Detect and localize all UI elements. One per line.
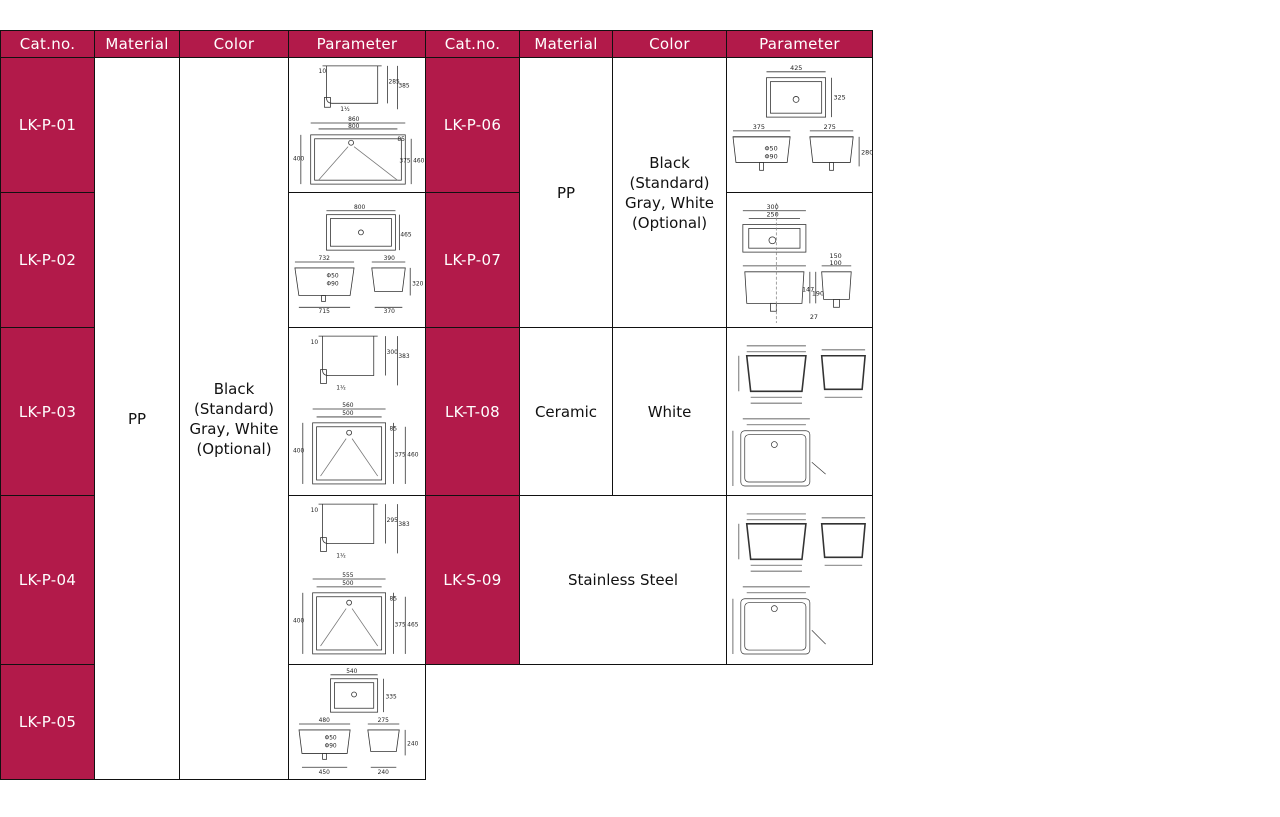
dim-label: 275	[377, 718, 389, 724]
dim-label: 100	[829, 258, 842, 267]
dim-label: 375	[752, 122, 765, 131]
dim-label: 555	[342, 573, 354, 580]
dim-label: 450	[318, 770, 330, 777]
header-cat-no-right: Cat.no.	[425, 30, 520, 58]
dim-label: 27	[809, 313, 818, 322]
parameter-drawing-lk-p-07	[726, 192, 873, 328]
dim-label: 85	[389, 426, 398, 433]
color-line: Gray, White	[189, 419, 279, 438]
sink-drawing	[727, 496, 872, 664]
parameter-drawing-lk-s-09	[726, 495, 873, 665]
dim-label: 250	[766, 210, 779, 219]
dim-label: 375	[399, 158, 411, 165]
sink-drawing	[289, 496, 425, 664]
dim-label: 375	[394, 452, 406, 459]
dim-label: Φ50	[764, 144, 778, 153]
parameter-drawing-lk-p-06	[726, 57, 873, 193]
dim-label: 370	[383, 309, 395, 316]
dim-label: 460	[413, 158, 425, 165]
dim-label: 320	[412, 281, 424, 288]
parameter-drawing-lk-p-02	[288, 192, 426, 328]
dim-label: 85	[389, 596, 398, 603]
dim-label: 285	[388, 79, 400, 86]
dim-label: 800	[354, 204, 366, 211]
dim-label: 10	[310, 508, 319, 514]
dim-label: Φ90	[764, 152, 778, 161]
dim-label: 85	[397, 136, 405, 143]
dim-label: 732	[318, 256, 330, 262]
color-line: (Standard)	[194, 399, 274, 418]
dim-label: 10	[318, 68, 327, 75]
dim-label: 383	[398, 353, 410, 360]
dim-label: 400	[292, 448, 305, 455]
cat-no-cell: LK-S-09	[425, 495, 520, 665]
color-line: Gray, White	[624, 193, 714, 212]
cat-no-cell: LK-P-06	[425, 57, 520, 193]
dim-label: 385	[398, 83, 410, 90]
cat-no-cell: LK-T-08	[425, 327, 520, 496]
cat-no-cell: LK-P-07	[425, 192, 520, 328]
dim-label: 560	[342, 403, 354, 410]
dim-label: 460	[407, 452, 419, 459]
dim-label: 383	[398, 521, 410, 528]
header-cat-no-left: Cat.no.	[0, 30, 95, 58]
dim-label: 400	[292, 618, 305, 625]
dim-label: 425	[790, 63, 803, 72]
dim-label: 280	[861, 148, 874, 157]
sink-drawing	[289, 665, 425, 779]
dim-label: 147	[801, 285, 815, 294]
dim-label: Φ50	[326, 273, 339, 280]
dim-label: 390	[383, 256, 395, 262]
material-color-cell-stainless: Stainless Steel	[519, 495, 727, 665]
dim-label: 465	[400, 232, 412, 239]
dim-label: 300	[766, 202, 779, 211]
header-material-right: Material	[519, 30, 613, 58]
header-color-left: Color	[179, 30, 289, 58]
dim-label: 1¹⁄₂	[340, 107, 350, 114]
color-cell-merged-right	[612, 57, 727, 328]
header-parameter-right: Parameter	[726, 30, 873, 58]
sink-drawing	[289, 193, 425, 327]
dim-label: 275	[823, 122, 836, 131]
cat-no-cell: LK-P-03	[0, 327, 95, 496]
dim-label: 715	[318, 309, 330, 316]
color-line: (Standard)	[629, 173, 710, 192]
parameter-drawing-lk-p-04	[288, 495, 426, 665]
dim-label: 1¹⁄₂	[336, 553, 346, 560]
dim-label: 190	[811, 289, 825, 298]
parameter-drawing-lk-p-01	[288, 57, 426, 193]
parameter-drawing-lk-p-03	[288, 327, 426, 496]
color-line: (Optional)	[196, 439, 272, 458]
dim-label: 240	[407, 741, 419, 748]
dim-label: 465	[407, 622, 419, 629]
dim-label: 150	[829, 252, 842, 261]
color-line: Black	[649, 153, 690, 172]
dim-label: 240	[377, 770, 389, 777]
sink-drawing	[727, 193, 872, 327]
color-line: Black	[213, 379, 255, 398]
dim-label: Φ50	[324, 735, 337, 742]
dim-label: Φ90	[324, 743, 337, 750]
dim-label: 500	[342, 410, 354, 417]
header-parameter-left: Parameter	[288, 30, 426, 58]
dim-label: 540	[346, 668, 358, 675]
dim-label: Φ90	[326, 281, 339, 288]
dim-label: 500	[342, 580, 354, 587]
dim-label: 335	[385, 694, 397, 701]
dim-label: 325	[833, 93, 846, 102]
dim-label: 1¹⁄₂	[336, 385, 346, 392]
sink-drawing	[727, 58, 872, 192]
cat-no-cell: LK-P-04	[0, 495, 95, 665]
sink-drawing	[289, 328, 425, 495]
sink-drawing	[727, 328, 872, 495]
material-cell-ceramic: Ceramic	[519, 327, 613, 496]
sink-drawing	[289, 58, 425, 192]
dim-label: 800	[348, 123, 360, 130]
dim-label: 400	[292, 156, 305, 163]
parameter-drawing-lk-p-05	[288, 664, 426, 780]
dim-label: 10	[310, 339, 319, 346]
dim-label: 295	[386, 517, 398, 524]
header-color-right: Color	[612, 30, 727, 58]
cat-no-cell: LK-P-02	[0, 192, 95, 328]
color-line: (Optional)	[631, 213, 708, 232]
dim-label: 300	[386, 349, 398, 356]
color-cell-white: White	[612, 327, 727, 496]
cat-no-cell: LK-P-01	[0, 57, 95, 193]
cat-no-cell: LK-P-05	[0, 664, 95, 780]
color-cell-merged	[179, 57, 289, 780]
dim-label: 375	[394, 622, 406, 629]
parameter-drawing-lk-t-08	[726, 327, 873, 496]
material-cell-merged: PP	[94, 57, 180, 780]
header-material-left: Material	[94, 30, 180, 58]
dim-label: 860	[348, 117, 360, 124]
dim-label: 480	[318, 718, 330, 724]
material-cell-pp: PP	[519, 57, 613, 328]
